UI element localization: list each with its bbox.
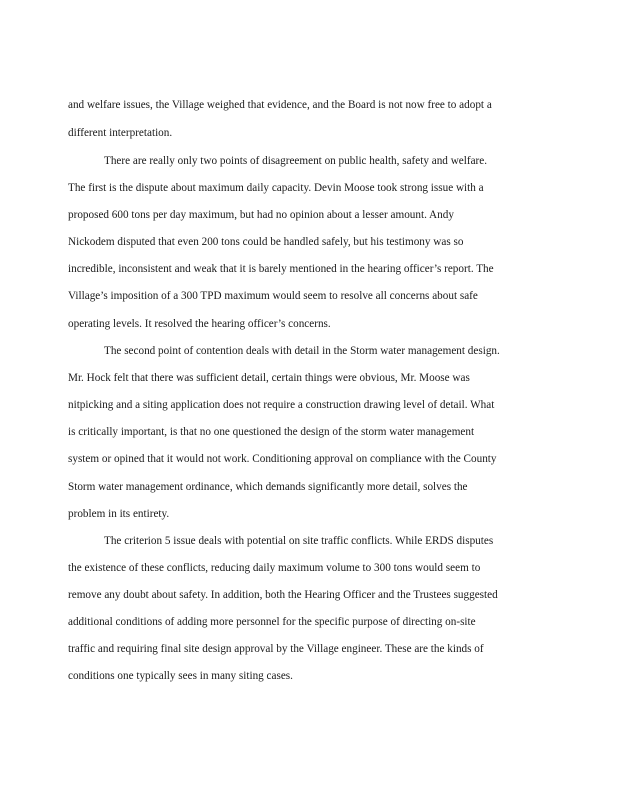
text-line: nitpicking and a siting application does not require a construction drawing level of detail. What — [68, 399, 495, 411]
text-line: is critically important, is that no one questioned the design of the storm water management — [68, 426, 475, 438]
text-line: problem in its entirety. — [68, 508, 170, 520]
text-line: system or opined that it would not work. Conditioning approval on compliance with the County — [68, 453, 497, 465]
text-line: Mr. Hock felt that there was sufficient detail, certain things were obvious, Mr. Moose was — [68, 372, 470, 384]
text-line: different interpretation. — [68, 127, 173, 139]
text-line: operating levels. It resolved the hearing officer’s concerns. — [68, 318, 331, 330]
text-line: Storm water management ordinance, which demands significantly more detail, solves the — [68, 481, 468, 493]
text-line: conditions one typically sees in many siting cases. — [68, 670, 293, 682]
text-line: additional conditions of adding more personnel for the specific purpose of directing on-site — [68, 616, 476, 628]
text-line: and welfare issues, the Village weighed that evidence, and the Board is not now free to adopt a — [68, 99, 492, 111]
text-line: proposed 600 tons per day maximum, but had no opinion about a lesser amount. Andy — [68, 209, 454, 221]
paragraph-start: There are really only two points of disagreement on public health, safety and welfare. — [104, 155, 488, 167]
text-line: Village’s imposition of a 300 TPD maximum would seem to resolve all concerns about safe — [68, 290, 478, 302]
paragraph-start: The criterion 5 issue deals with potential on site traffic conflicts. While ERDS disputes — [104, 535, 494, 547]
paragraph-start: The second point of contention deals with detail in the Storm water management design. — [104, 345, 500, 357]
text-line: The first is the dispute about maximum daily capacity. Devin Moose took strong issue with a — [68, 182, 484, 194]
text-line: traffic and requiring final site design approval by the Village engineer. These are the kinds of — [68, 643, 484, 655]
text-line: the existence of these conflicts, reducing daily maximum volume to 300 tons would seem to — [68, 562, 481, 574]
text-line: incredible, inconsistent and weak that it is barely mentioned in the hearing officer’s report. The — [68, 263, 494, 275]
text-line: remove any doubt about safety. In addition, both the Hearing Officer and the Trustees suggested — [68, 589, 498, 601]
text-line: Nickodem disputed that even 200 tons could be handled safely, but his testimony was so — [68, 236, 464, 248]
